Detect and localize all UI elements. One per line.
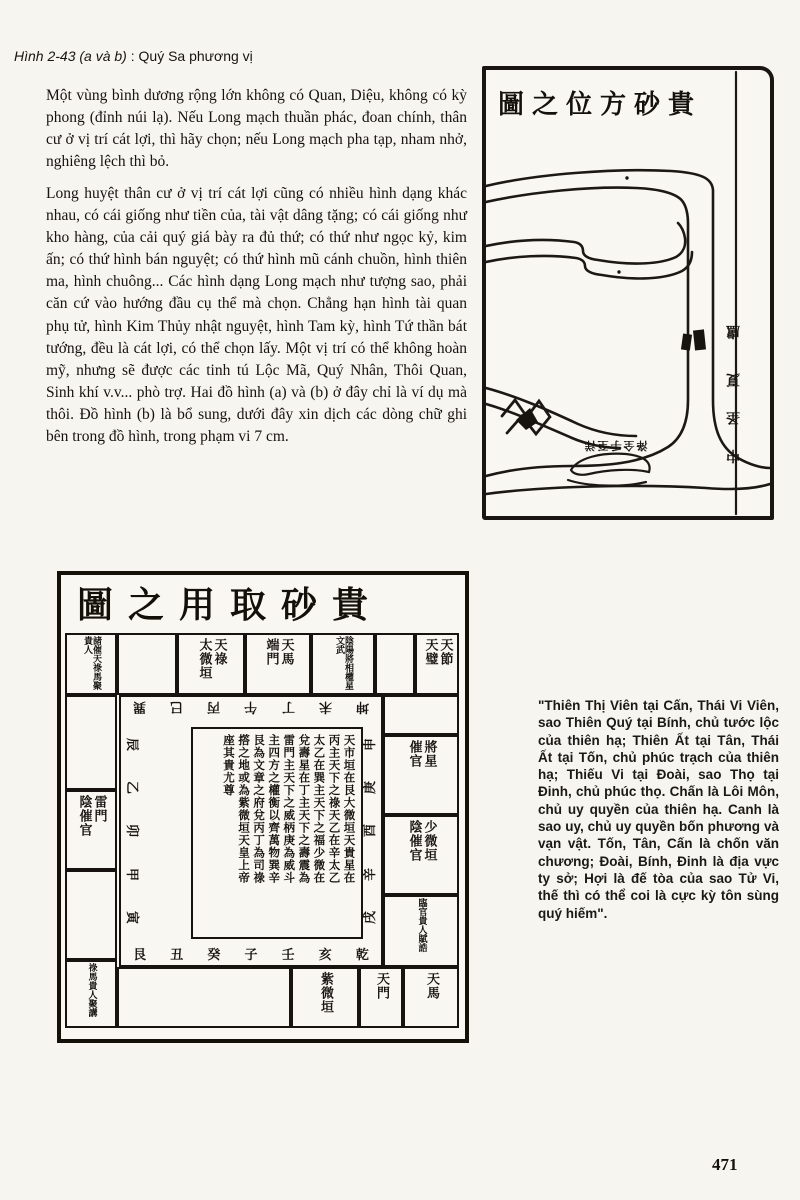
map-compass-char-4: 中 [726,447,740,463]
figure-caption-label: Hình 2-43 (a và b) [14,48,127,64]
chart-cell-bottom-2: 紫微垣 [291,967,359,1028]
chart-cell-top-6-blank [375,633,415,695]
chart-cell-top-5: 陰陽將相權星文武 [311,633,375,695]
mound-annotation: 洚全手至洋 [582,439,648,452]
translation-quote: "Thiên Thị Viên tại Cấn, Thái Vi Viên, sao Thiên Quý tại Bính, chủ tước lộc của thiên hạ; Thiên Ất tại Tân, Thái Ất tại Tốn, chủ phúc trạch của thiên hạ; Thiếu Vi tại Đoài, sao Thọ tại Đinh, chủ phúc thọ. Chấn là Lôi Môn, chủ uy quyền của thiên hạ. Canh là sao uy, chủ uy quyền bốn phương và vạn vật. Tốn, Tân, Cấn là chốn văn chương; Đoài, Bính, Đinh là địa vực ty sở; Hợi là đế tòa của sao Tử Vi, thế thì có thể coi là cực kỳ tôn sùng quý hiếm". [538,698,779,921]
ring-top-row: 巽 巳 丙 午 丁 未 坤 [133,699,369,714]
figure-a-noble-sand-position-map [482,66,774,520]
chart-cell-left-4: 祿馬貴人聚講 [65,960,117,1028]
chart-cell-top-7: 天節 天璧 [415,633,459,695]
chart-cell-right-1-blank [383,695,459,735]
chart-cell-right-4: 臨官貴人賦誥 [383,895,459,967]
chart-cell-top-2-blank [117,633,177,695]
figure-caption-title: Quý Sa phương vị [138,48,253,64]
chart-cell-top-3: 天祿 太微垣 [177,633,245,695]
map-compass-char-1: 盧 [726,323,740,339]
figure-a-title: 圖之位方砂貴 [498,90,703,120]
chart-center-text: 天市垣在艮大微垣天貴星在 丙主天下之祿天乙在辛太乙 太乙在巽主天下之福少微在 兌壽星在丁主天下之壽震為 雷門主天下之威柄庚為威斗 主四方之權衡以齊萬物巽辛 艮為文章之府兌丙丁為司祿 撘之地或為紫微垣天皇上帝 座其貴尤尊 [191,727,363,939]
figure-b-title: 圖之用取砂貴 [77,585,384,626]
chart-cell-right-3: 少微垣 陰催官 [383,815,459,895]
chart-cell-bottom-1-blank [117,967,291,1028]
chart-cell-right-2: 將星 催官 [383,735,459,815]
chart-cell-bottom-4: 天馬 [403,967,459,1028]
chart-cell-left-2: 雷門 陰催官 [65,790,117,870]
figure-caption [14,48,253,64]
ring-left-column: 辰 乙 卯 甲 寅 [124,738,140,924]
chart-cell-left-3-blank [65,870,117,960]
map-compass-char-3: 圣 [726,409,740,425]
ink-blots [516,176,706,430]
chart-cell-top-4: 天馬 端門 [245,633,311,695]
map-compass-char-2: 夏 [726,371,740,387]
body-paragraph-1: Một vùng bình dương rộng lớn không có Quan, Diệu, không có kỳ phong (đỉnh núi lạ). Nếu Long mạch thuần phác, đoan chính, thân cư ở vị trí cát lợi, thì hãy chọn; nếu Long mạch pha tạp, nham nhở, nghiêng lệch thì bỏ. [46,87,467,171]
chart-cell-top-1: 諸催天祿馬聚貴人 [65,633,117,695]
figure-caption-separator: : [126,48,139,64]
ring-right-column: 申 庚 酉 辛 戌 [362,738,378,924]
chart-cell-bottom-3: 天門 [359,967,403,1028]
ring-bottom-row: 艮 丑 癸 子 壬 亥 乾 [133,948,369,963]
chart-cell-left-1-blank [65,695,117,790]
body-paragraph-2: Long huyệt thân cư ở vị trí cát lợi cũng có nhiều hình dạng khác nhau, có cái giống như tiền của, tài vật dâng tặng; có cái giống như kho hàng, của cải quý giá bày ra đủ thứ; có thứ như ngọc kỷ, kim ấn; có thứ hình bán nguyệt; có thứ hình mũ cánh chuồn, hình thiên ma, hình chuông... Các hình dạng Long mạch như tượng sao, phải căn cứ vào hướng đầu cụ thể mà chọn. Chẳng hạn hình tài quan phụ tử, hình Kim Thủy nhật nguyệt, hình Tam kỳ, hình Tứ thần bát tướng, đều là cát lợi, có thể chọn lấy. Một vị trí có thể không hoàn mỹ, nhưng sẽ được các tinh tú Lộc Mã, Quý Nhân, Thôi Quan, Sinh khí v.v... phò trợ. Hai đồ hình (a) và (b) ở đây chỉ là ví dụ mà thôi. Đồ hình (b) là bổ sung, dưới đây xin dịch các dòng chữ ghi bên trong đồ hình, trong phạm vi 7 cm. [46,185,467,446]
page-number: 471 [712,1155,738,1174]
figure-b-noble-sand-usage-chart [57,571,469,1043]
